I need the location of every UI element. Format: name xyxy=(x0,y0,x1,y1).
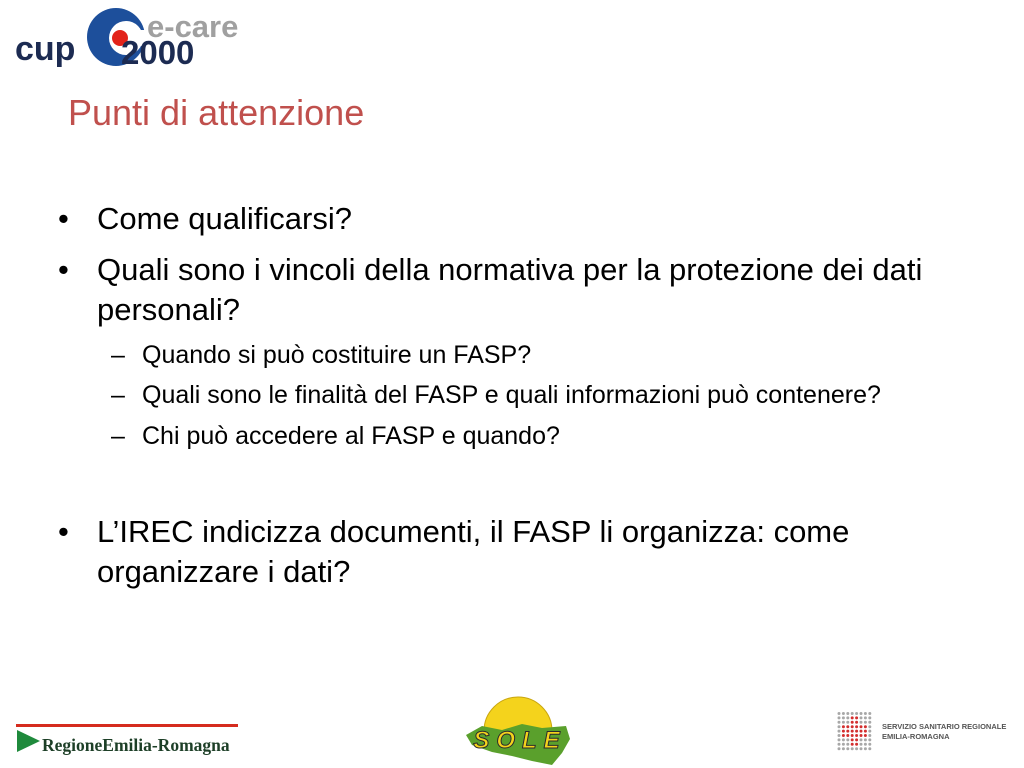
ssr-logo-line2: EMILIA-ROMAGNA xyxy=(882,732,950,741)
bullet-item xyxy=(58,199,957,239)
bullet-item xyxy=(58,250,957,330)
sub-bullet-dash-icon: – xyxy=(111,341,125,369)
ssr-logo-line1: SERVIZIO SANITARIO REGIONALE xyxy=(882,722,1007,731)
logo-ecare-word: e-care xyxy=(147,9,239,44)
regione-red-stripe xyxy=(16,724,238,727)
sub-bullet-dash-icon: – xyxy=(111,422,125,450)
bullet-dot-icon: • xyxy=(58,514,69,549)
sub-bullet-item xyxy=(111,416,962,456)
bullet-text: Quali sono i vincoli della normativa per la protezione dei dati personali? xyxy=(97,252,923,327)
cup2000-ecare-logo xyxy=(0,0,260,75)
sole-logo xyxy=(462,695,574,767)
ssr-dot-grid-icon xyxy=(836,711,874,751)
regione-green-flag-icon xyxy=(17,730,40,752)
sub-bullet-item xyxy=(111,335,962,375)
sole-logo-text: SOLE xyxy=(473,727,567,754)
regione-logo-text: RegioneEmilia-Romagna xyxy=(42,735,230,755)
sub-bullet-dash-icon: – xyxy=(111,381,125,409)
sub-bullet-text: Quando si può costituire un FASP? xyxy=(142,341,532,369)
sub-bullet-text: Quali sono le finalità del FASP e quali informazioni può contenere? xyxy=(142,381,881,409)
logo-cup-word: cup xyxy=(15,30,76,68)
bullet-text: Come qualificarsi? xyxy=(97,201,352,236)
bullet-text: L’IREC indicizza documenti, il FASP li organizza: come organizzare i dati? xyxy=(97,514,850,589)
regione-emilia-romagna-logo xyxy=(14,721,240,757)
bullet-dot-icon: • xyxy=(58,201,69,236)
sub-bullet-item xyxy=(111,375,962,415)
bullet-dot-icon: • xyxy=(58,252,69,287)
slide-title: Punti di attenzione xyxy=(68,92,365,133)
logo-2000-word: 2000 xyxy=(121,34,195,71)
bullet-item xyxy=(58,512,957,592)
sub-bullet-text: Chi può accedere al FASP e quando? xyxy=(142,422,560,450)
